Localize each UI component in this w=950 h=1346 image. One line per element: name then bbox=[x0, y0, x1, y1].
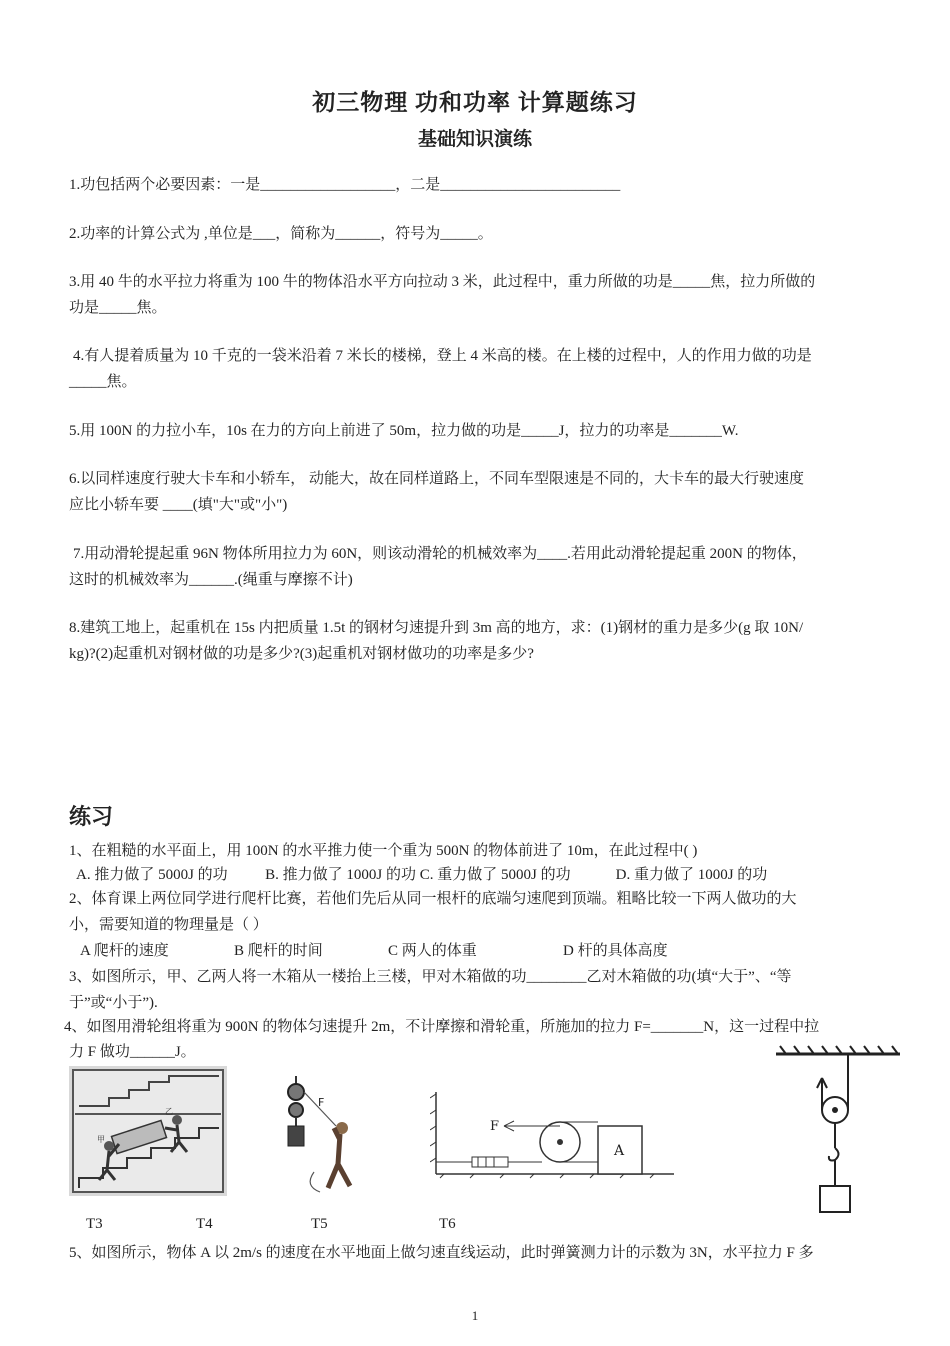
svg-text:乙: 乙 bbox=[165, 1107, 173, 1116]
practice-1: 1、在粗糙的水平面上，用 100N 的水平推力使一个重为 500N 的物体前进了 10m，在此过程中( ) bbox=[69, 843, 698, 859]
practice-3-line-2: 于”或“小于”). bbox=[69, 995, 158, 1011]
question-2: 2.功率的计算公式为 ,单位是___，简称为______，符号为_____。 bbox=[69, 226, 493, 242]
svg-text:甲: 甲 bbox=[97, 1135, 105, 1144]
figure-t6-block-pulley bbox=[430, 1088, 676, 1180]
figure-t6-force-label: F bbox=[490, 1119, 500, 1134]
practice-2-option-a: A 爬杆的速度 bbox=[80, 943, 169, 959]
caption-t3: T3 bbox=[86, 1216, 103, 1232]
figure-t6-block-label: A bbox=[614, 1143, 625, 1159]
question-4-line-1: 4.有人提着质量为 10 千克的一袋米沿着 7 米长的楼梯，登上 4 米高的楼。在上楼的过程中，人的作用力做的功是 bbox=[73, 348, 812, 364]
page-number: 1 bbox=[471, 1308, 479, 1323]
question-8-line-1: 8.建筑工地上，起重机在 15s 内把质量 1.5t 的钢材匀速提升到 3m 高的地方，求：(1)钢材的重力是多少(g 取 10N/ bbox=[69, 620, 804, 636]
page-title: 初三物理 功和功率 计算题练习 bbox=[312, 90, 638, 115]
section-title-basic: 基础知识演练 bbox=[417, 129, 532, 150]
figure-t4-force-label: F bbox=[318, 1096, 325, 1109]
practice-2-option-c: C 两人的体重 bbox=[388, 943, 477, 959]
question-1: 1.功包括两个必要因素：一是__________________，二是________________________ bbox=[69, 177, 621, 193]
figure-ceiling-pulley bbox=[774, 1044, 904, 1216]
practice-5: 5、如图所示，物体 A 以 2m/s 的速度在水平地面上做匀速直线运动，此时弹簧测力计的示数为 3N，水平拉力 F 多 bbox=[69, 1245, 814, 1261]
figure-t3-stairs bbox=[69, 1066, 227, 1196]
practice-4-line-2: 力 F 做功______J。 bbox=[69, 1044, 196, 1060]
question-5: 5.用 100N 的力拉小车，10s 在力的方向上前进了 50m，拉力做的功是_____J，拉力的功率是_______W. bbox=[69, 423, 739, 439]
figure-t4-pulley-man bbox=[284, 1076, 364, 1200]
practice-2-line-2: 小，需要知道的物理量是（ ） bbox=[69, 917, 268, 933]
practice-2-option-d: D 杆的具体高度 bbox=[563, 943, 668, 959]
question-8-line-2: kg)?(2)起重机对钢材做的功是多少?(3)起重机对钢材做功的功率是多少? bbox=[69, 646, 534, 662]
practice-1-options: A. 推力做了 5000J 的功 B. 推力做了 1000J 的功 C. 重力做了 5000J 的功 D. 重力做了 1000J 的功 bbox=[76, 867, 768, 883]
question-7-line-2: 这时的机械效率为______.(绳重与摩擦不计) bbox=[69, 572, 353, 588]
question-6-line-1: 6.以同样速度行驶大卡车和小轿车， 动能大，故在同样道路上，不同车型限速是不同的，大卡车的最大行驶速度 bbox=[69, 471, 805, 487]
practice-3-line-1: 3、如图所示，甲、乙两人将一木箱从一楼抬上三楼，甲对木箱做的功________乙对木箱做的功(填“大于”、“等 bbox=[69, 969, 792, 985]
practice-heading: 练习 bbox=[69, 804, 114, 829]
question-6-line-2: 应比小轿车要 ____(填"大"或"小") bbox=[69, 497, 288, 513]
question-4-line-2: _____焦。 bbox=[69, 374, 137, 390]
practice-4-line-1: 4、如图用滑轮组将重为 900N 的物体匀速提升 2m，不计摩擦和滑轮重，所施加的拉力 F=_______N，这一过程中拉 bbox=[64, 1019, 820, 1035]
caption-t5: T5 bbox=[311, 1216, 328, 1232]
question-7-line-1: 7.用动滑轮提起重 96N 物体所用拉力为 60N，则该动滑轮的机械效率为____.若用此动滑轮提起重 200N 的物体， bbox=[73, 546, 807, 562]
question-3-line-2: 功是_____焦。 bbox=[69, 300, 167, 316]
caption-t4: T4 bbox=[196, 1216, 213, 1232]
practice-2-option-b: B 爬杆的时间 bbox=[234, 943, 323, 959]
practice-2-line-1: 2、体育课上两位同学进行爬杆比赛，若他们先后从同一根杆的底端匀速爬到顶端。粗略比较一下两人做功的大 bbox=[69, 891, 797, 907]
caption-t6: T6 bbox=[439, 1216, 456, 1232]
question-3-line-1: 3.用 40 牛的水平拉力将重为 100 牛的物体沿水平方向拉动 3 米，此过程中，重力所做的功是_____焦，拉力所做的 bbox=[69, 274, 816, 290]
